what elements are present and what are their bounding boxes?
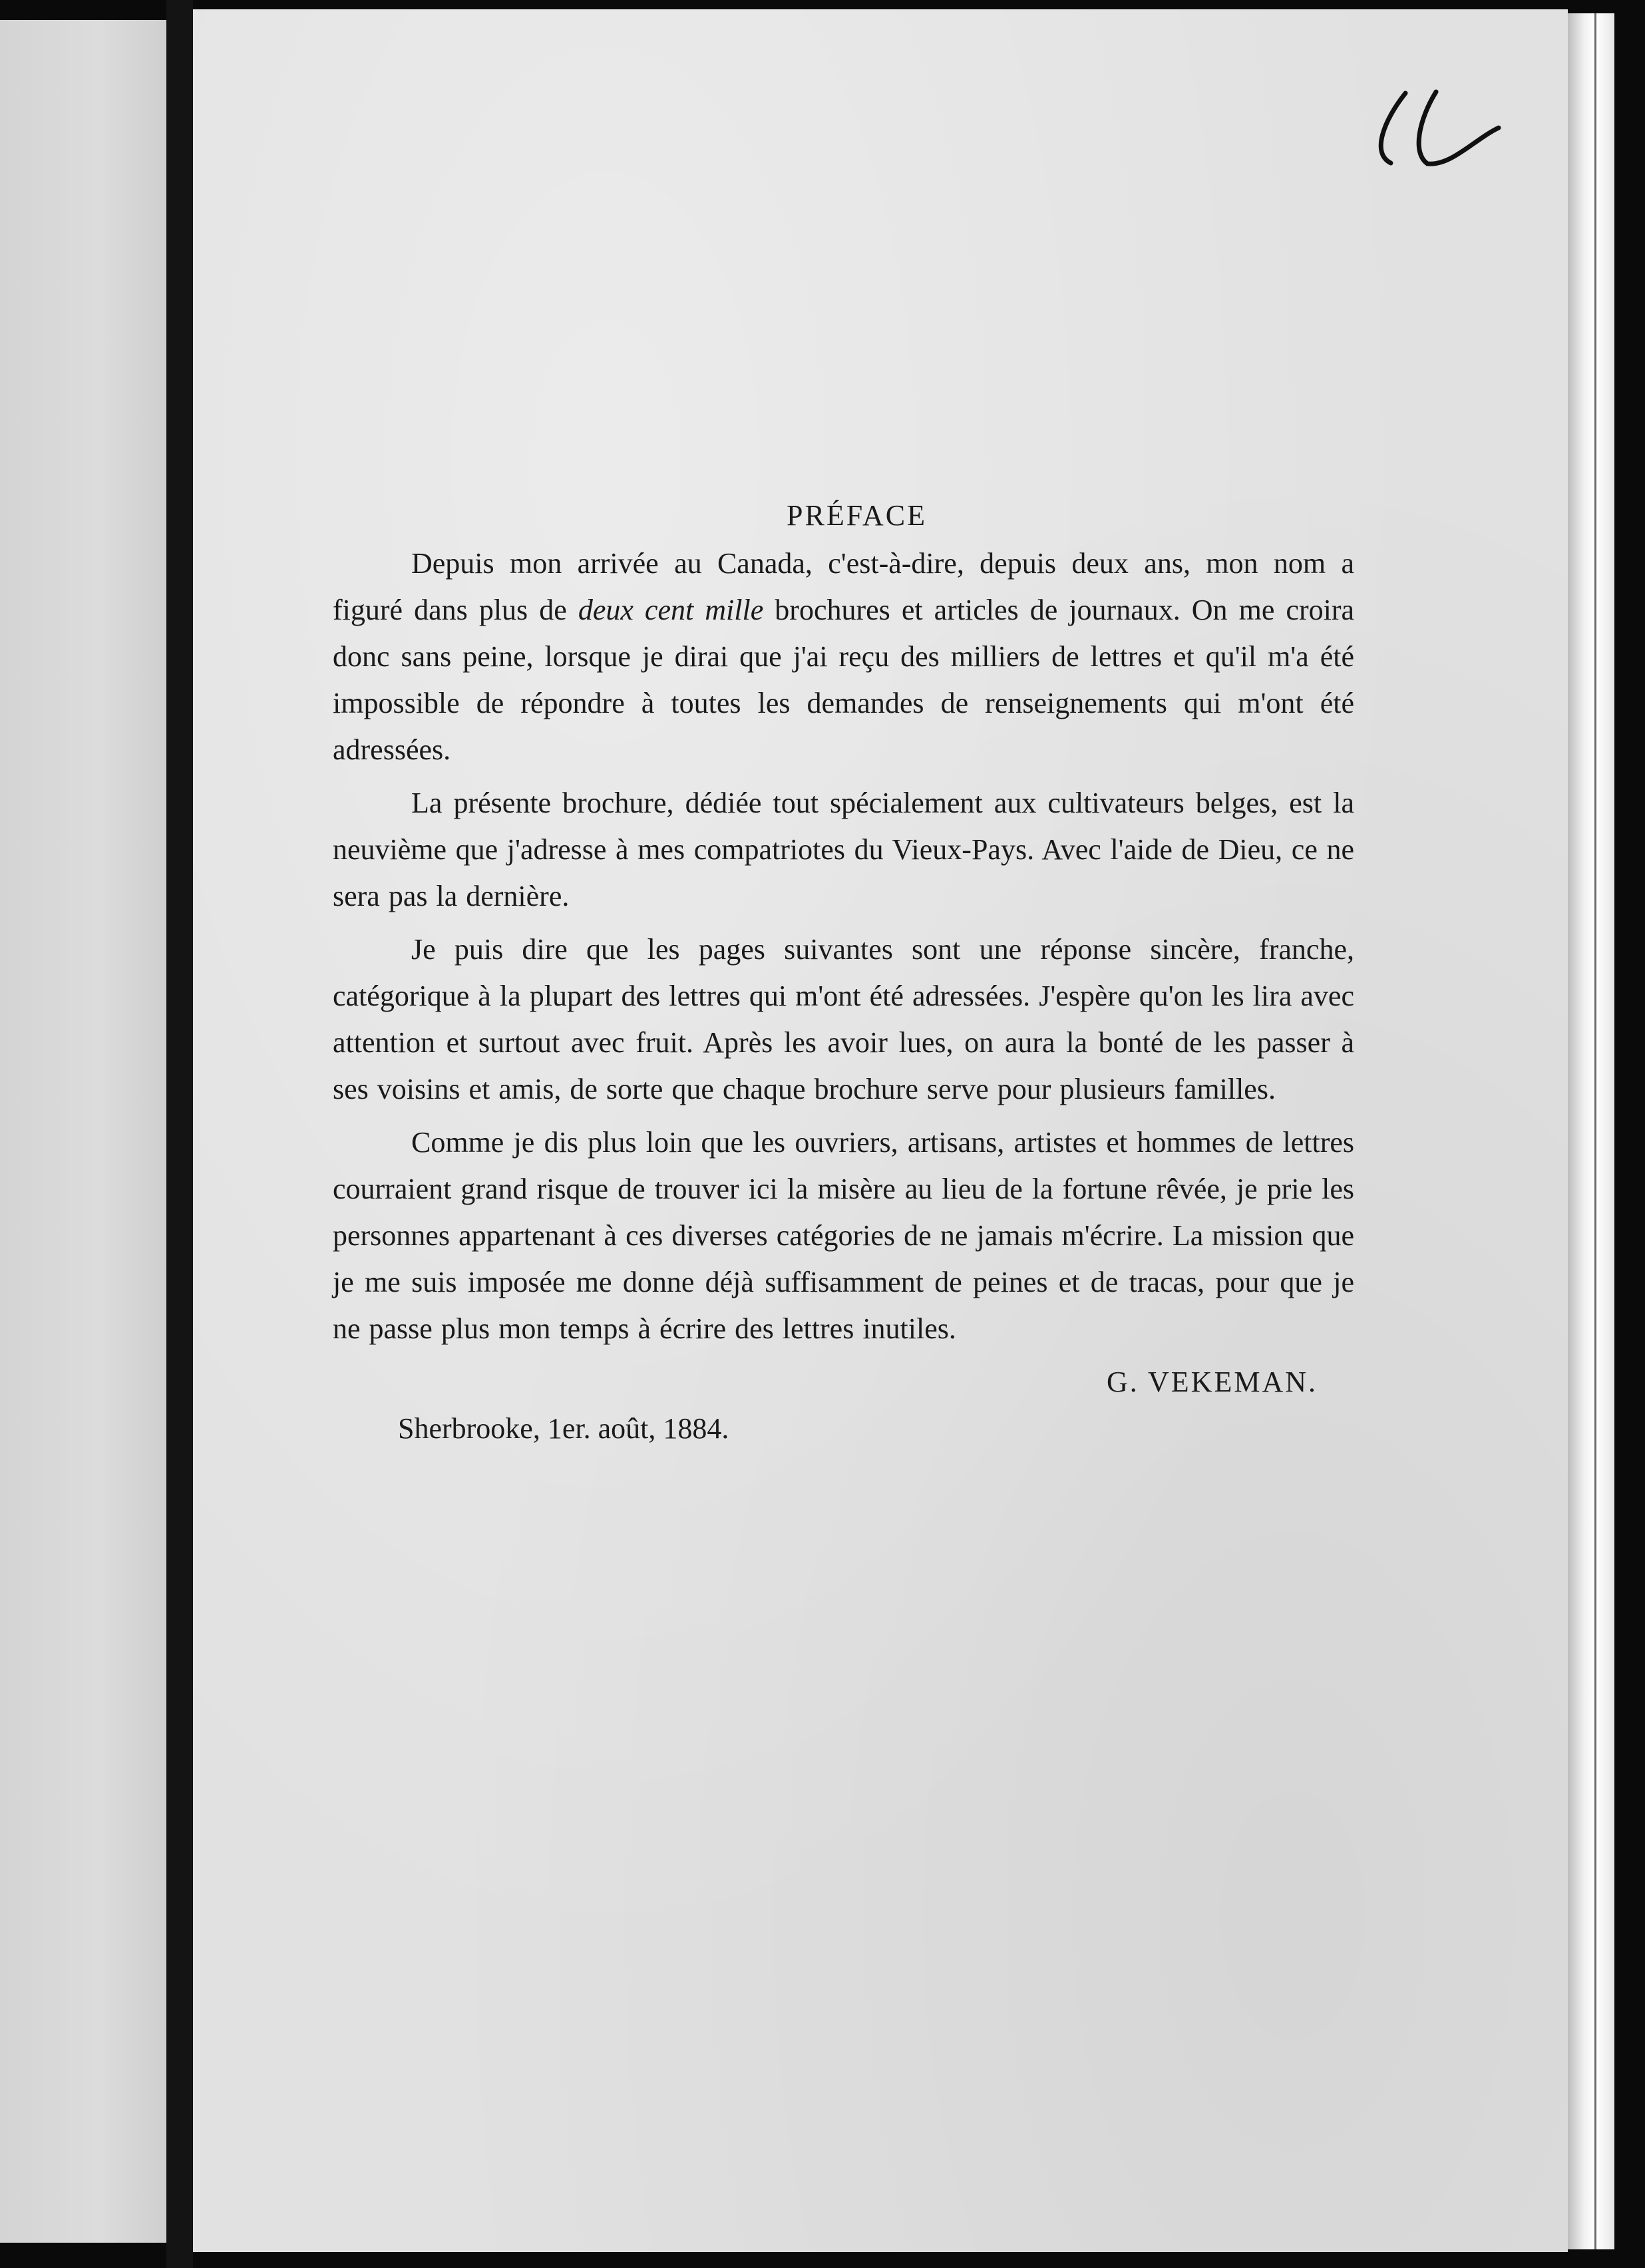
author-signature: G. VEKEMAN. [1107,1366,1318,1398]
handwritten-page-number [1358,67,1504,173]
page-edge-right [1568,13,1614,2249]
paragraph-2: La présente brochure, dédiée tout spécialement aux cultivateurs belges, est la neuvième que j'adresse à mes compatriotes du Vieux-Pays. Avec l'aide de Dieu, ce ne sera pas la dernière. [333,787,1354,912]
page-title: PRÉFACE [787,499,927,532]
paragraph-1-text-end: brochures et articles de journaux. On me croira donc sans peine, lorsque je dirai que j'ai reçu des milliers de lettres et qu'il m'a été impossible de répondre à toutes les demandes de renseignements qui m'ont été adressées. [333,594,1354,766]
paragraph-3: Je puis dire que les pages suivantes sont une réponse sincère, franche, catégorique à la plupart des lettres qui m'ont été adressées. J'espère qu'on les lira avec attention et surtout avec fruit. Après les avoir lues, on aura la bonté de les passer à ses voisins et amis, de sorte que chaque brochure serve pour plusieurs familles. [333,933,1354,1105]
page-edge-line [1594,13,1596,2249]
book-gutter [166,0,193,2268]
paragraph-1-emphasis: deux cent mille [578,594,764,626]
place-and-date: Sherbrooke, 1er. août, 1884. [398,1412,729,1445]
paragraph-4: Comme je dis plus loin que les ouvriers, artisans, artistes et hommes de lettres courraient grand risque de trouver ici la misère au lieu de la fortune rêvée, je prie les personnes appartenant à ces diverses catégories de ne jamais m'écrire. La mission que je me suis imposée me donne déjà suffisamment de peines et de tracas, pour que je ne passe plus mon temps à écrire des lettres inutiles. [333,1126,1354,1345]
paragraph-1 [333,540,1354,773]
preface-text-block [333,492,1354,1452]
paragraph-1-text-start: Depuis mon arrivée au Canada, c'est-à-dire, depuis deux ans, mon nom a figuré dans plus de [333,547,1354,626]
facing-page-edge [0,20,166,2243]
